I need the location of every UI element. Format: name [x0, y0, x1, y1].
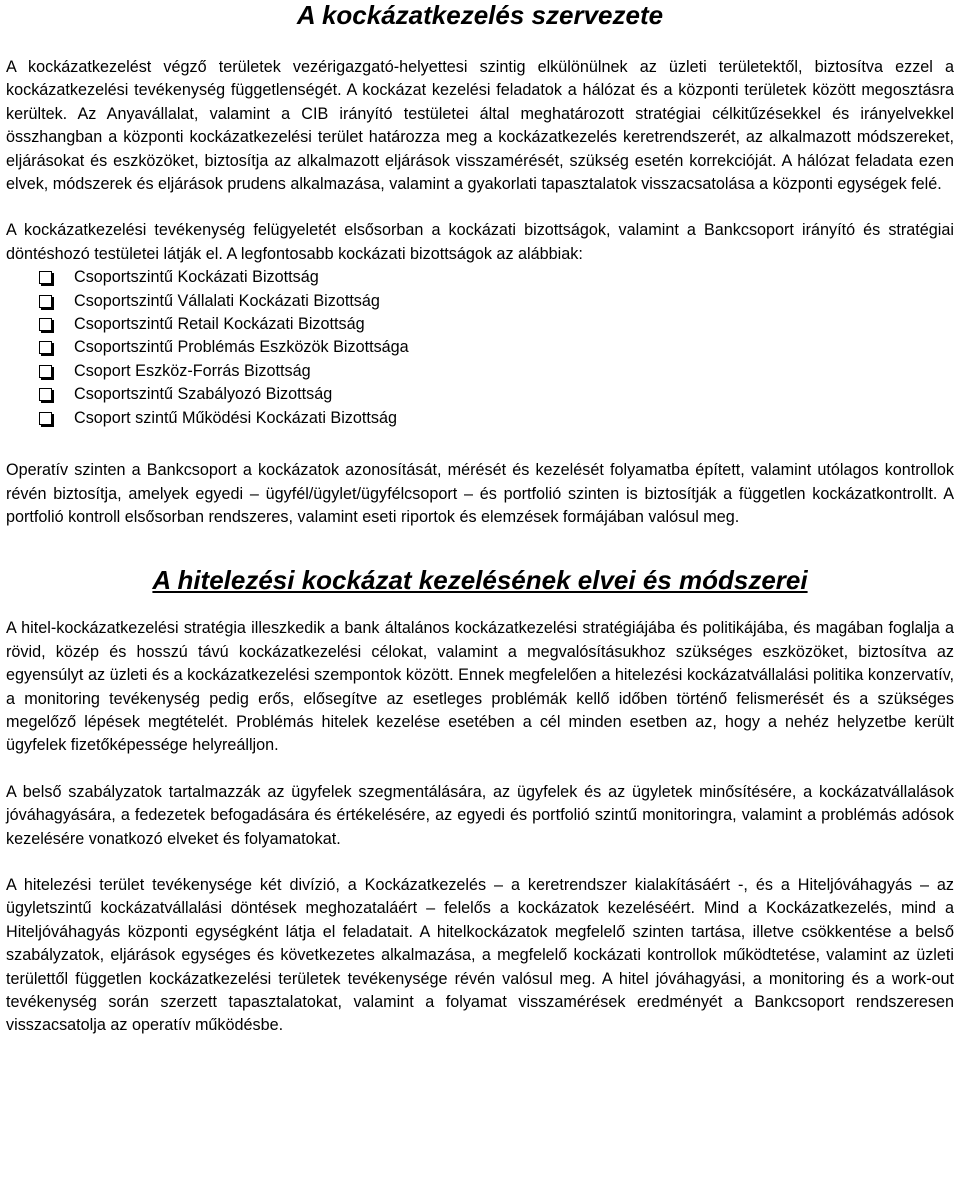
committee-label: Csoportszintű Vállalati Kockázati Bizottság	[74, 291, 380, 310]
committee-label: Csoport Eszköz-Forrás Bizottság	[74, 361, 311, 380]
list-item	[6, 407, 954, 430]
spacer	[6, 595, 954, 617]
committee-label: Csoportszintű Szabályozó Bizottság	[74, 385, 333, 404]
list-item	[6, 313, 954, 336]
committee-list	[6, 266, 954, 430]
spacer	[6, 196, 954, 219]
spacer	[6, 430, 954, 459]
spacer	[6, 529, 954, 565]
paragraph-supervision: A kockázatkezelési tevékenység felügyeletét elsősorban a kockázati bizottságok, valamint a Bankcsoport irányító és stratégiai döntéshozó testületei látják el. A legfontosabb kockázati bizottságok az alábbiak:	[6, 221, 954, 263]
list-item	[6, 383, 954, 406]
checkbox-icon	[39, 388, 52, 401]
paragraph-organization: A kockázatkezelést végző területek vezérigazgató-helyettesi szintig elkülönülnek az üzleti területektől, biztosítva ezzel a kockázatkezelési tevékenység függetlenségét. A kockázat kezelési feladatok a hálózat és a központi területek között megosztásra kerültek. Az Anyavállalat, valamint a CIB irányító testületei által meghatározott stratégiai célkitűzésekkel és irányelvekkel összhangban a központi kockázatkezelési terület határozza meg a kockázatkezelés keretrendszerét, az alkalmazott módszereket, eljárásokat és eszközöket, biztosítja az alkalmazott eljárások visszamérését, szükség esetén korrekcióját. A hálózat feladata ezen elvek, módszerek és eljárások prudens alkalmazása, valamint a gyakorlati tapasztalatok visszacsatolása a központi egységek felé.	[6, 58, 954, 194]
committee-label: Csoport szintű Működési Kockázati Bizottság	[74, 408, 397, 427]
page-title: A kockázatkezelés szervezete	[296, 0, 664, 30]
committee-label: Csoportszintű Problémás Eszközök Bizottsága	[74, 338, 409, 357]
list-item	[6, 360, 954, 383]
paragraph-internal-rules: A belső szabályzatok tartalmazzák az ügyfelek szegmentálására, az ügyfelek és az ügyletek minősítésére, a kockázatvállalások jóváhagyására, a fedezetek befogadására és értékelésére, az egyedi és portfolió szintű monitoringra, valamint a problémás adósok kezelésére vonatkozó elveket és folyamatokat.	[6, 782, 954, 848]
checkbox-icon	[39, 412, 52, 425]
checkbox-icon	[39, 341, 52, 354]
paragraph-operative: Operatív szinten a Bankcsoport a kockázatok azonosítását, mérését és kezelését folyamatba épített, valamint utólagos kontrollok révén biztosítja, amelyek egyedi – ügyfél/ügylet/ügyfélcsoport – és portfolió szinten is biztosítják a független kockázatkontrollt. A portfolió kontroll elsősorban rendszeres, valamint eseti riportok és elemzések formájában valósul meg.	[6, 461, 954, 526]
list-item	[6, 336, 954, 359]
checkbox-icon	[39, 295, 52, 308]
list-item	[6, 266, 954, 289]
paragraph-divisions: A hitelezési terület tevékenysége két divízió, a Kockázatkezelés – a keretrendszer kialakításáért -, és a Hiteljóváhagyás – az ügyletszintű kockázatvállalási döntések meghozataláért – felelős a kockázatok kezeléséért. Mind a Kockázatkezelés, mind a Hiteljóváhagyás központi egységként látja el feladatait. A hitelkockázatok megfelelő szinten tartása, illetve csökkentése a belső szabályzatok, eljárások egységes és következetes alkalmazása, a megfelelő kockázati kontrollok működtetése, valamint az üzleti területtől független kockázatkezelési területek tevékenysége révén valósul meg. A hitel jóváhagyási, a monitoring és a work-out tevékenység során szerzett tapasztalatokat, valamint a folyamat visszamérések eredményét a Bankcsoport rendszeresen visszacsatolja az operatív működésbe.	[6, 875, 954, 1035]
section-heading: A hitelezési kockázat kezelésének elvei és módszerei	[152, 565, 808, 596]
committee-label: Csoportszintű Kockázati Bizottság	[74, 268, 319, 287]
spacer	[6, 851, 954, 874]
spacer	[6, 758, 954, 781]
checkbox-icon	[39, 365, 52, 378]
paragraph-credit-strategy: A hitel-kockázatkezelési stratégia illeszkedik a bank általános kockázatkezelési stratégiájába és politikájába, és magában foglalja a rövid, közép és hosszú távú kockázatkezelési célokat, valamint a megvalósításukhoz szükséges eszközöket, biztosítva az egyensúlyt az üzleti és a kockázatkezelési szempontok között. Ennek megfelelően a hitelezési kockázatvállalási politika konzervatív, a monitoring tevékenység pedig erős, elősegítve az esetleges problémák kellő időben történő felismerését és a szükséges megelőző lépések megtételét. Problémás hitelek kezelése esetében a cél minden esetben az, hogy a nehéz helyzetbe került ügyfelek fizetőképessége helyreálljon.	[6, 619, 954, 755]
committee-label: Csoportszintű Retail Kockázati Bizottság	[74, 315, 365, 334]
checkbox-icon	[39, 271, 52, 284]
list-item	[6, 290, 954, 313]
checkbox-icon	[39, 318, 52, 331]
